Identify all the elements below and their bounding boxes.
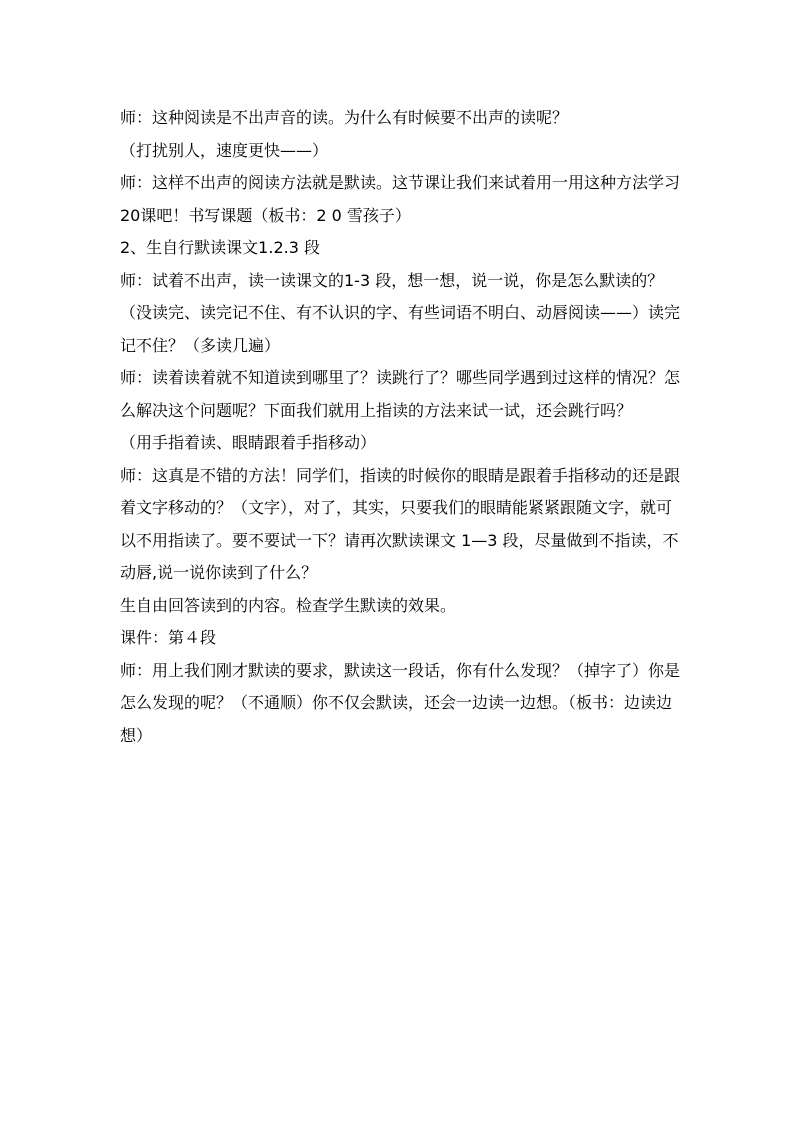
paragraph-1: 师：这种阅读是不出声音的读。为什么有时候要不出声的读呢？ [120, 108, 569, 127]
paragraph-10: 生自由回答读到的内容。检查学生默读的效果。 [120, 595, 457, 615]
paragraph-12: 师：用上我们刚才默读的要求，默读这一段话，你有什么发现？（掉字了）你是怎么发现的呢？（不通顺）你不仅会默读，还会一边读一边想。（板书：边读边想） [120, 660, 681, 745]
paragraph-9: 师：这真是不错的方法！同学们，指读的时候你的眼睛是跟着手指移动的还是跟着文字移动的？（文字），对了，其实，只要我们的眼睛能紧紧跟随文字，就可以不用指读了。要不要试一下？请再次默读课文 1—3 段，尽量做到不指读，不动唇,说一说你读到了什么？ [120, 465, 681, 582]
paragraph-8: （用手指着读、眼睛跟着手指移动） [120, 433, 377, 452]
paragraph-7: 师：读着读着就不知道读到哪里了？读跳行了？哪些同学遇到过这样的情况？怎么解决这个问题呢？下面我们就用上指读的方法来试一试，还会跳行吗？ [120, 368, 681, 420]
paragraph-3: 师：这样不出声的阅读方法就是默读。这节课让我们来试着用一用这种方法学习20课吧！书写课题（板书：2 0 雪孩子） [120, 173, 681, 225]
paragraph-5: 师：试着不出声，读一读课文的1-3 段，想一想，说一说，你是怎么默读的？ [120, 270, 664, 290]
paragraph-4: 2、生自行默读课文1.2.3 段 [120, 238, 320, 257]
document-body [120, 102, 680, 752]
paragraph-6: （没读完、读完记不住、有不认识的字、有些词语不明白、动唇阅读——）读完记不住？（多读几遍） [120, 303, 681, 355]
paragraph-11: 课件：第４段 [120, 628, 217, 647]
paragraph-2: （打扰别人，速度更快——） [120, 140, 329, 160]
